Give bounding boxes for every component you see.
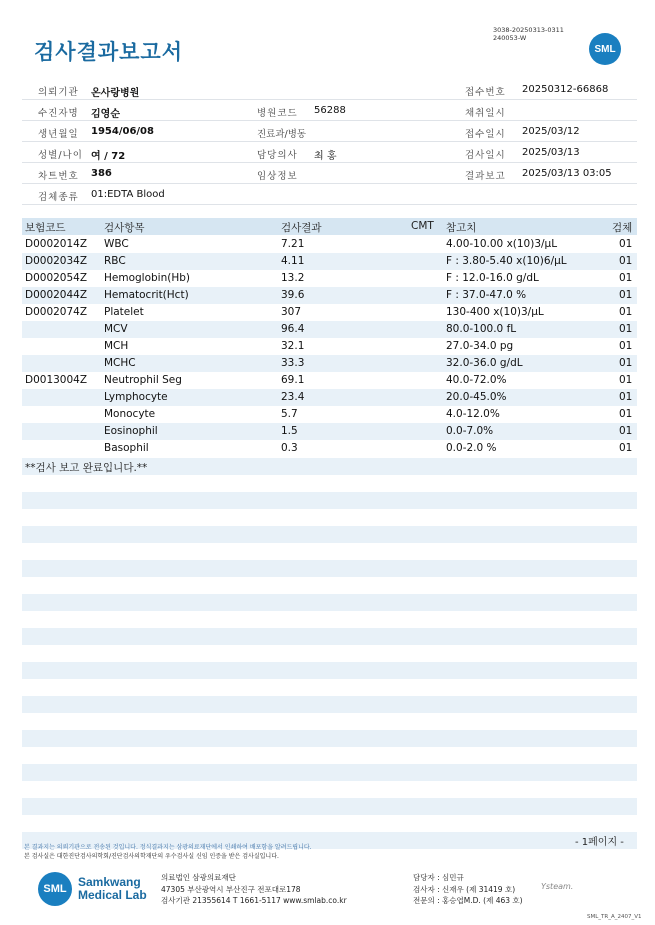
certification-note: 본 검사실은 대한진단검사의학회/진단검사의학재단의 우수검사실 신임 인증을 받은 검사실입니다. <box>24 853 279 860</box>
row-spec: 01 <box>619 340 633 352</box>
row-item: Hematocrit(Hct) <box>104 289 189 301</box>
row-ref: 27.0-34.0 pg <box>446 340 514 352</box>
row-spec: 01 <box>619 391 633 403</box>
sml-footer-logo-icon: SML <box>38 872 72 906</box>
row-result: 69.1 <box>281 374 305 386</box>
receipt-date-value: 2025/03/12 <box>522 126 580 137</box>
info-row-2 <box>22 100 637 121</box>
row-spec: 01 <box>619 238 633 250</box>
results-table-header <box>22 218 637 235</box>
table-row <box>22 287 637 304</box>
report-title: 검사결과보고서 <box>34 40 184 64</box>
row-code: D0013004Z <box>25 374 88 386</box>
row-code: D0002074Z <box>25 306 88 318</box>
empty-row <box>22 628 637 645</box>
row-spec: 01 <box>619 374 633 386</box>
row-result: 32.1 <box>281 340 305 352</box>
patient-value: 김영순 <box>91 109 120 120</box>
row-result: 23.4 <box>281 391 305 403</box>
row-ref: F : 12.0-16.0 g/dL <box>446 272 539 284</box>
table-row <box>22 389 637 406</box>
row-item: MCH <box>104 340 129 352</box>
test-date-label: 검사일시 <box>465 150 506 161</box>
row-ref: 4.00-10.00 x(10)3/μL <box>446 238 558 250</box>
patient-label: 수진자명 <box>38 108 79 119</box>
row-result: 33.3 <box>281 357 305 369</box>
row-result: 307 <box>281 306 302 318</box>
row-spec: 01 <box>619 442 633 454</box>
row-spec: 01 <box>619 289 633 301</box>
table-row <box>22 406 637 423</box>
row-code: D0002054Z <box>25 272 88 284</box>
empty-row <box>22 594 637 611</box>
document-id <box>493 26 564 42</box>
receipt-no-label: 접수번호 <box>465 87 506 98</box>
test-date-value: 2025/03/13 <box>522 147 580 158</box>
sml-logo-icon: SML <box>589 33 621 65</box>
header-code: 보험코드 <box>25 222 66 234</box>
row-item: Basophil <box>104 442 149 454</box>
institution-value: 온사랑병원 <box>91 88 140 99</box>
row-item: Monocyte <box>104 408 156 420</box>
row-item: Lymphocyte <box>104 391 168 403</box>
table-row <box>22 304 637 321</box>
hospital-code-label: 병원코드 <box>257 108 298 119</box>
row-spec: 01 <box>619 425 633 437</box>
table-row <box>22 253 637 270</box>
row-spec: 01 <box>619 408 633 420</box>
company-name-line2: Medical Lab <box>78 888 147 902</box>
info-row-4 <box>22 142 637 163</box>
birth-value: 1954/06/08 <box>91 126 154 137</box>
empty-row <box>22 696 637 713</box>
row-ref: 130-400 x(10)3/μL <box>446 306 544 318</box>
row-spec: 01 <box>619 255 633 267</box>
corp-name: 의료법인 삼광의료재단 <box>161 873 236 882</box>
row-item: Eosinophil <box>104 425 158 437</box>
birth-label: 생년월일 <box>38 129 79 140</box>
specimen-label: 검체종류 <box>38 192 79 203</box>
row-ref: 0.0-7.0% <box>446 425 494 437</box>
row-item: MCHC <box>104 357 136 369</box>
table-row <box>22 372 637 389</box>
row-item: Platelet <box>104 306 144 318</box>
row-code: D0002014Z <box>25 238 88 250</box>
row-result: 1.5 <box>281 425 298 437</box>
header-spec: 검체 <box>612 222 633 234</box>
row-item: WBC <box>104 238 129 250</box>
sex-age-label: 성별/나이 <box>38 150 83 161</box>
row-item: MCV <box>104 323 128 335</box>
empty-row <box>22 492 637 509</box>
row-ref: 4.0-12.0% <box>446 408 500 420</box>
row-ref: F : 3.80-5.40 x(10)6/μL <box>446 255 567 267</box>
row-ref: 0.0-2.0 % <box>446 442 497 454</box>
form-code: SML_TR_A_2407_V1 <box>587 914 642 920</box>
row-ref: 32.0-36.0 g/dL <box>446 357 523 369</box>
report-date-label: 결과보고 <box>465 171 506 182</box>
staff-specialist: 전문의 : 홍승엽M.D. (제 463 호) <box>413 896 523 905</box>
row-result: 7.21 <box>281 238 305 250</box>
row-code: D0002034Z <box>25 255 88 267</box>
company-name <box>78 876 147 902</box>
info-row-6 <box>22 184 637 205</box>
dept-label: 진료과/병동 <box>257 129 307 140</box>
chart-label: 차트번호 <box>38 171 79 182</box>
table-row <box>22 440 637 457</box>
table-row <box>22 355 637 372</box>
row-result: 4.11 <box>281 255 305 267</box>
header-ref: 참고치 <box>446 222 477 234</box>
company-name-line1: Samkwang <box>78 875 141 889</box>
staff-tester: 검사자 : 신재우 (제 31419 호) <box>413 884 516 894</box>
info-row-5 <box>22 163 637 184</box>
final-note: **검사 보고 완료입니다.** <box>25 462 148 474</box>
document-id-line1: 3038-20250313-0311 <box>493 26 564 34</box>
empty-row <box>22 730 637 747</box>
row-spec: 01 <box>619 306 633 318</box>
receipt-no-value: 20250312-66868 <box>522 84 609 95</box>
row-code: D0002044Z <box>25 289 88 301</box>
staff-info <box>413 872 523 907</box>
empty-row <box>22 798 637 815</box>
row-ref: 20.0-45.0% <box>446 391 507 403</box>
hospital-code-value: 56288 <box>314 105 346 116</box>
header-cmt: CMT <box>411 220 434 232</box>
empty-row <box>22 662 637 679</box>
disclaimer-note: 본 결과지는 의뢰기관으로 전송된 것입니다. 정식결과지는 삼광의료재단에서 인쇄하여 배포함을 알려드립니다. <box>24 844 312 851</box>
page-number: - 1페이지 - <box>575 837 624 848</box>
row-result: 13.2 <box>281 272 305 284</box>
row-result: 5.7 <box>281 408 298 420</box>
empty-row <box>22 764 637 781</box>
table-row <box>22 423 637 440</box>
row-result: 96.4 <box>281 323 305 335</box>
row-item: Hemoglobin(Hb) <box>104 272 191 284</box>
corp-address: 47305 부산광역시 부산진구 전포대로178 <box>161 884 301 894</box>
header-item: 검사항목 <box>104 222 145 234</box>
final-note-row <box>22 458 637 475</box>
specimen-value: 01:EDTA Blood <box>91 189 165 200</box>
institution-label: 의뢰기관 <box>38 87 79 98</box>
row-spec: 01 <box>619 357 633 369</box>
info-row-3 <box>22 121 637 142</box>
staff-manager: 담당자 : 심민규 <box>413 873 464 882</box>
corporation-info <box>161 872 347 907</box>
row-item: Neutrophil Seg <box>104 374 182 386</box>
report-date-value: 2025/03/13 03:05 <box>522 168 612 179</box>
corp-contact: 검사기관 21355614 T 1661-5117 www.smlab.co.kr <box>161 896 347 905</box>
doctor-value: 최 홍 <box>314 151 337 162</box>
doctor-label: 담당의사 <box>257 150 298 161</box>
signature: Ysteam. <box>541 882 574 891</box>
empty-row <box>22 526 637 543</box>
row-spec: 01 <box>619 323 633 335</box>
row-ref: 80.0-100.0 fL <box>446 323 517 335</box>
info-row-1 <box>22 79 637 100</box>
row-result: 39.6 <box>281 289 305 301</box>
table-row <box>22 236 637 253</box>
sex-age-value: 여 / 72 <box>91 151 126 162</box>
table-row <box>22 270 637 287</box>
collect-date-label: 채취일시 <box>465 108 506 119</box>
header-result: 검사결과 <box>281 222 322 234</box>
row-item: RBC <box>104 255 126 267</box>
table-row <box>22 338 637 355</box>
chart-value: 386 <box>91 168 112 179</box>
row-result: 0.3 <box>281 442 298 454</box>
document-id-line2: 240053-W <box>493 34 527 42</box>
row-spec: 01 <box>619 272 633 284</box>
empty-row <box>22 560 637 577</box>
clinical-label: 임상정보 <box>257 171 298 182</box>
row-ref: 40.0-72.0% <box>446 374 507 386</box>
table-row <box>22 321 637 338</box>
row-ref: F : 37.0-47.0 % <box>446 289 527 301</box>
receipt-date-label: 접수일시 <box>465 129 506 140</box>
